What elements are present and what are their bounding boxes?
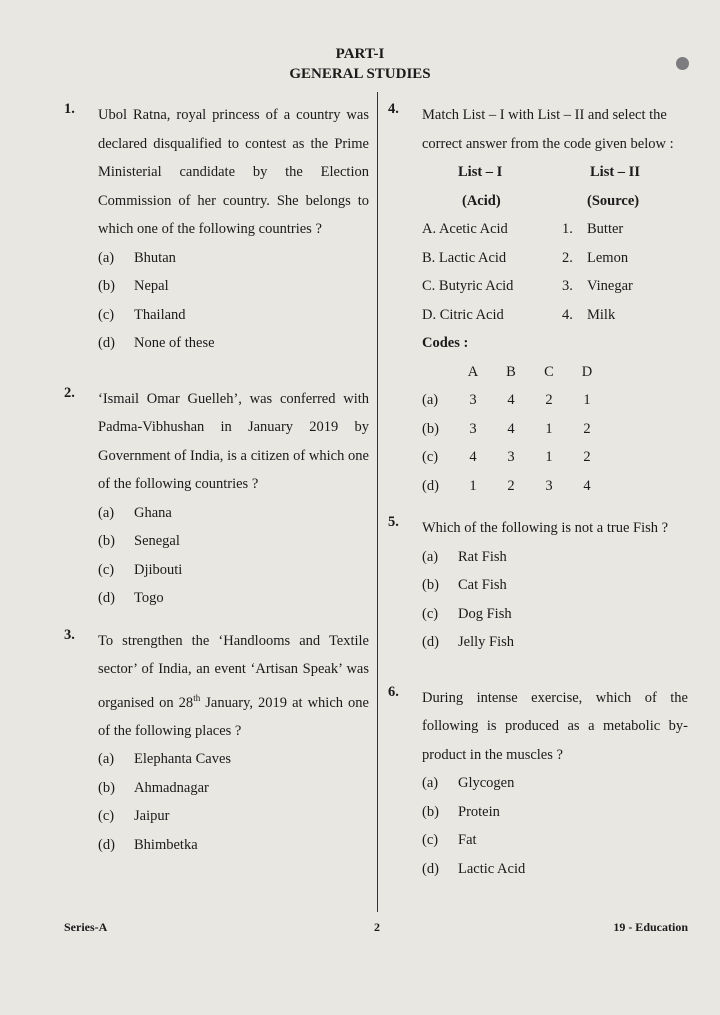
column-divider	[377, 92, 378, 912]
codes-table	[422, 358, 606, 501]
option-a[interactable]: (a) Ghana	[98, 504, 172, 521]
option-c[interactable]: (c) Jaipur	[98, 808, 170, 825]
option-d[interactable]: (d) 1 2 3 4	[422, 477, 591, 494]
section-title: GENERAL STUDIES	[289, 66, 431, 82]
right-column	[388, 101, 688, 883]
option-b[interactable]: (b) Cat Fish	[422, 577, 507, 593]
question-6	[388, 684, 688, 884]
match-lists	[422, 158, 688, 329]
list-subheaders: (Acid) (Source)	[462, 192, 640, 209]
question-text: ‘Ismail Omar Guelleh’, was conferred with Padma-Vibhushan in January 2019 by Government of India, is a citizen of which one of the following countries ?	[98, 390, 369, 492]
option-b[interactable]: (b) 3 4 1 2	[422, 420, 591, 437]
option-b[interactable]: (b) Ahmadnagar	[98, 779, 209, 796]
question-text: Which of the following is not a true Fish ?	[422, 520, 669, 536]
question-number: 5.	[388, 514, 399, 530]
option-c[interactable]: (c) Thailand	[98, 306, 186, 323]
option-d[interactable]: (d) Bhimbetka	[98, 836, 198, 853]
question-number: 2.	[64, 384, 75, 401]
left-column	[64, 101, 369, 859]
option-d[interactable]: (d) None of these	[98, 335, 215, 351]
question-number: 3.	[64, 626, 75, 643]
option-b[interactable]: (b) Protein	[422, 803, 500, 820]
list-row: C. Butyric Acid 3. Vinegar	[422, 278, 633, 294]
option-c[interactable]: (c) Fat	[422, 832, 477, 848]
page-header	[0, 44, 720, 84]
question-text: During intense exercise, which of the following is produced as a metabolic by-product in the muscles ?	[422, 689, 688, 763]
part-title: PART-I	[335, 46, 385, 62]
question-4	[388, 101, 688, 500]
option-list	[422, 543, 688, 657]
question-text: Match List – I with List – II and select the correct answer from the code given below :	[422, 107, 674, 152]
option-d[interactable]: (d) Lactic Acid	[422, 860, 526, 877]
question-text: To strengthen the ‘Handlooms and Textile sector’ of India, an event ‘Artisan Speak’ was organised on 28th January, 2019 at which one of the following places ?	[98, 632, 369, 739]
option-d[interactable]: (d) Jelly Fish	[422, 634, 514, 650]
option-a[interactable]: (a) Rat Fish	[422, 548, 507, 565]
option-d[interactable]: (d) Togo	[98, 590, 164, 606]
option-b[interactable]: (b) Nepal	[98, 278, 169, 294]
question-5	[388, 514, 688, 657]
option-list	[98, 499, 369, 613]
question-number: 6.	[388, 683, 399, 700]
question-2	[64, 385, 369, 613]
codes-title: Codes :	[422, 335, 469, 351]
option-a[interactable]: (a) Bhutan	[98, 249, 176, 266]
codes-header-row: A B C D	[467, 363, 593, 380]
series-label: Series-A	[64, 920, 108, 934]
punch-hole-mark	[676, 57, 689, 70]
list-headers: List – I List – II	[458, 164, 640, 180]
question-3	[64, 627, 369, 860]
option-a[interactable]: (a) Glycogen	[422, 775, 515, 791]
option-a[interactable]: (a) 3 4 2 1	[422, 392, 591, 408]
option-list	[98, 244, 369, 358]
question-number: 1.	[64, 101, 75, 117]
question-text: Ubol Ratna, royal princess of a country was declared disqualified to contest as the Prime Ministerial candidate by the Election Commission of her country. She belongs to which one of the following countries ?	[98, 107, 369, 237]
list-row: D. Citric Acid 4. Milk	[422, 306, 616, 323]
option-c[interactable]: (c) Djibouti	[98, 561, 183, 578]
question-number: 4.	[388, 101, 399, 117]
option-c[interactable]: (c) 4 3 1 2	[422, 449, 591, 465]
option-a[interactable]: (a) Elephanta Caves	[98, 751, 232, 768]
option-b[interactable]: (b) Senegal	[98, 533, 180, 549]
option-list	[98, 745, 369, 859]
page-number: 2	[374, 920, 380, 934]
list-row: A. Acetic Acid 1. Butter	[422, 221, 624, 237]
paper-code: 19 - Education	[613, 920, 688, 934]
option-list	[422, 769, 688, 883]
option-c[interactable]: (c) Dog Fish	[422, 605, 512, 622]
list-row: B. Lactic Acid 2. Lemon	[422, 249, 629, 266]
question-1	[64, 101, 369, 358]
